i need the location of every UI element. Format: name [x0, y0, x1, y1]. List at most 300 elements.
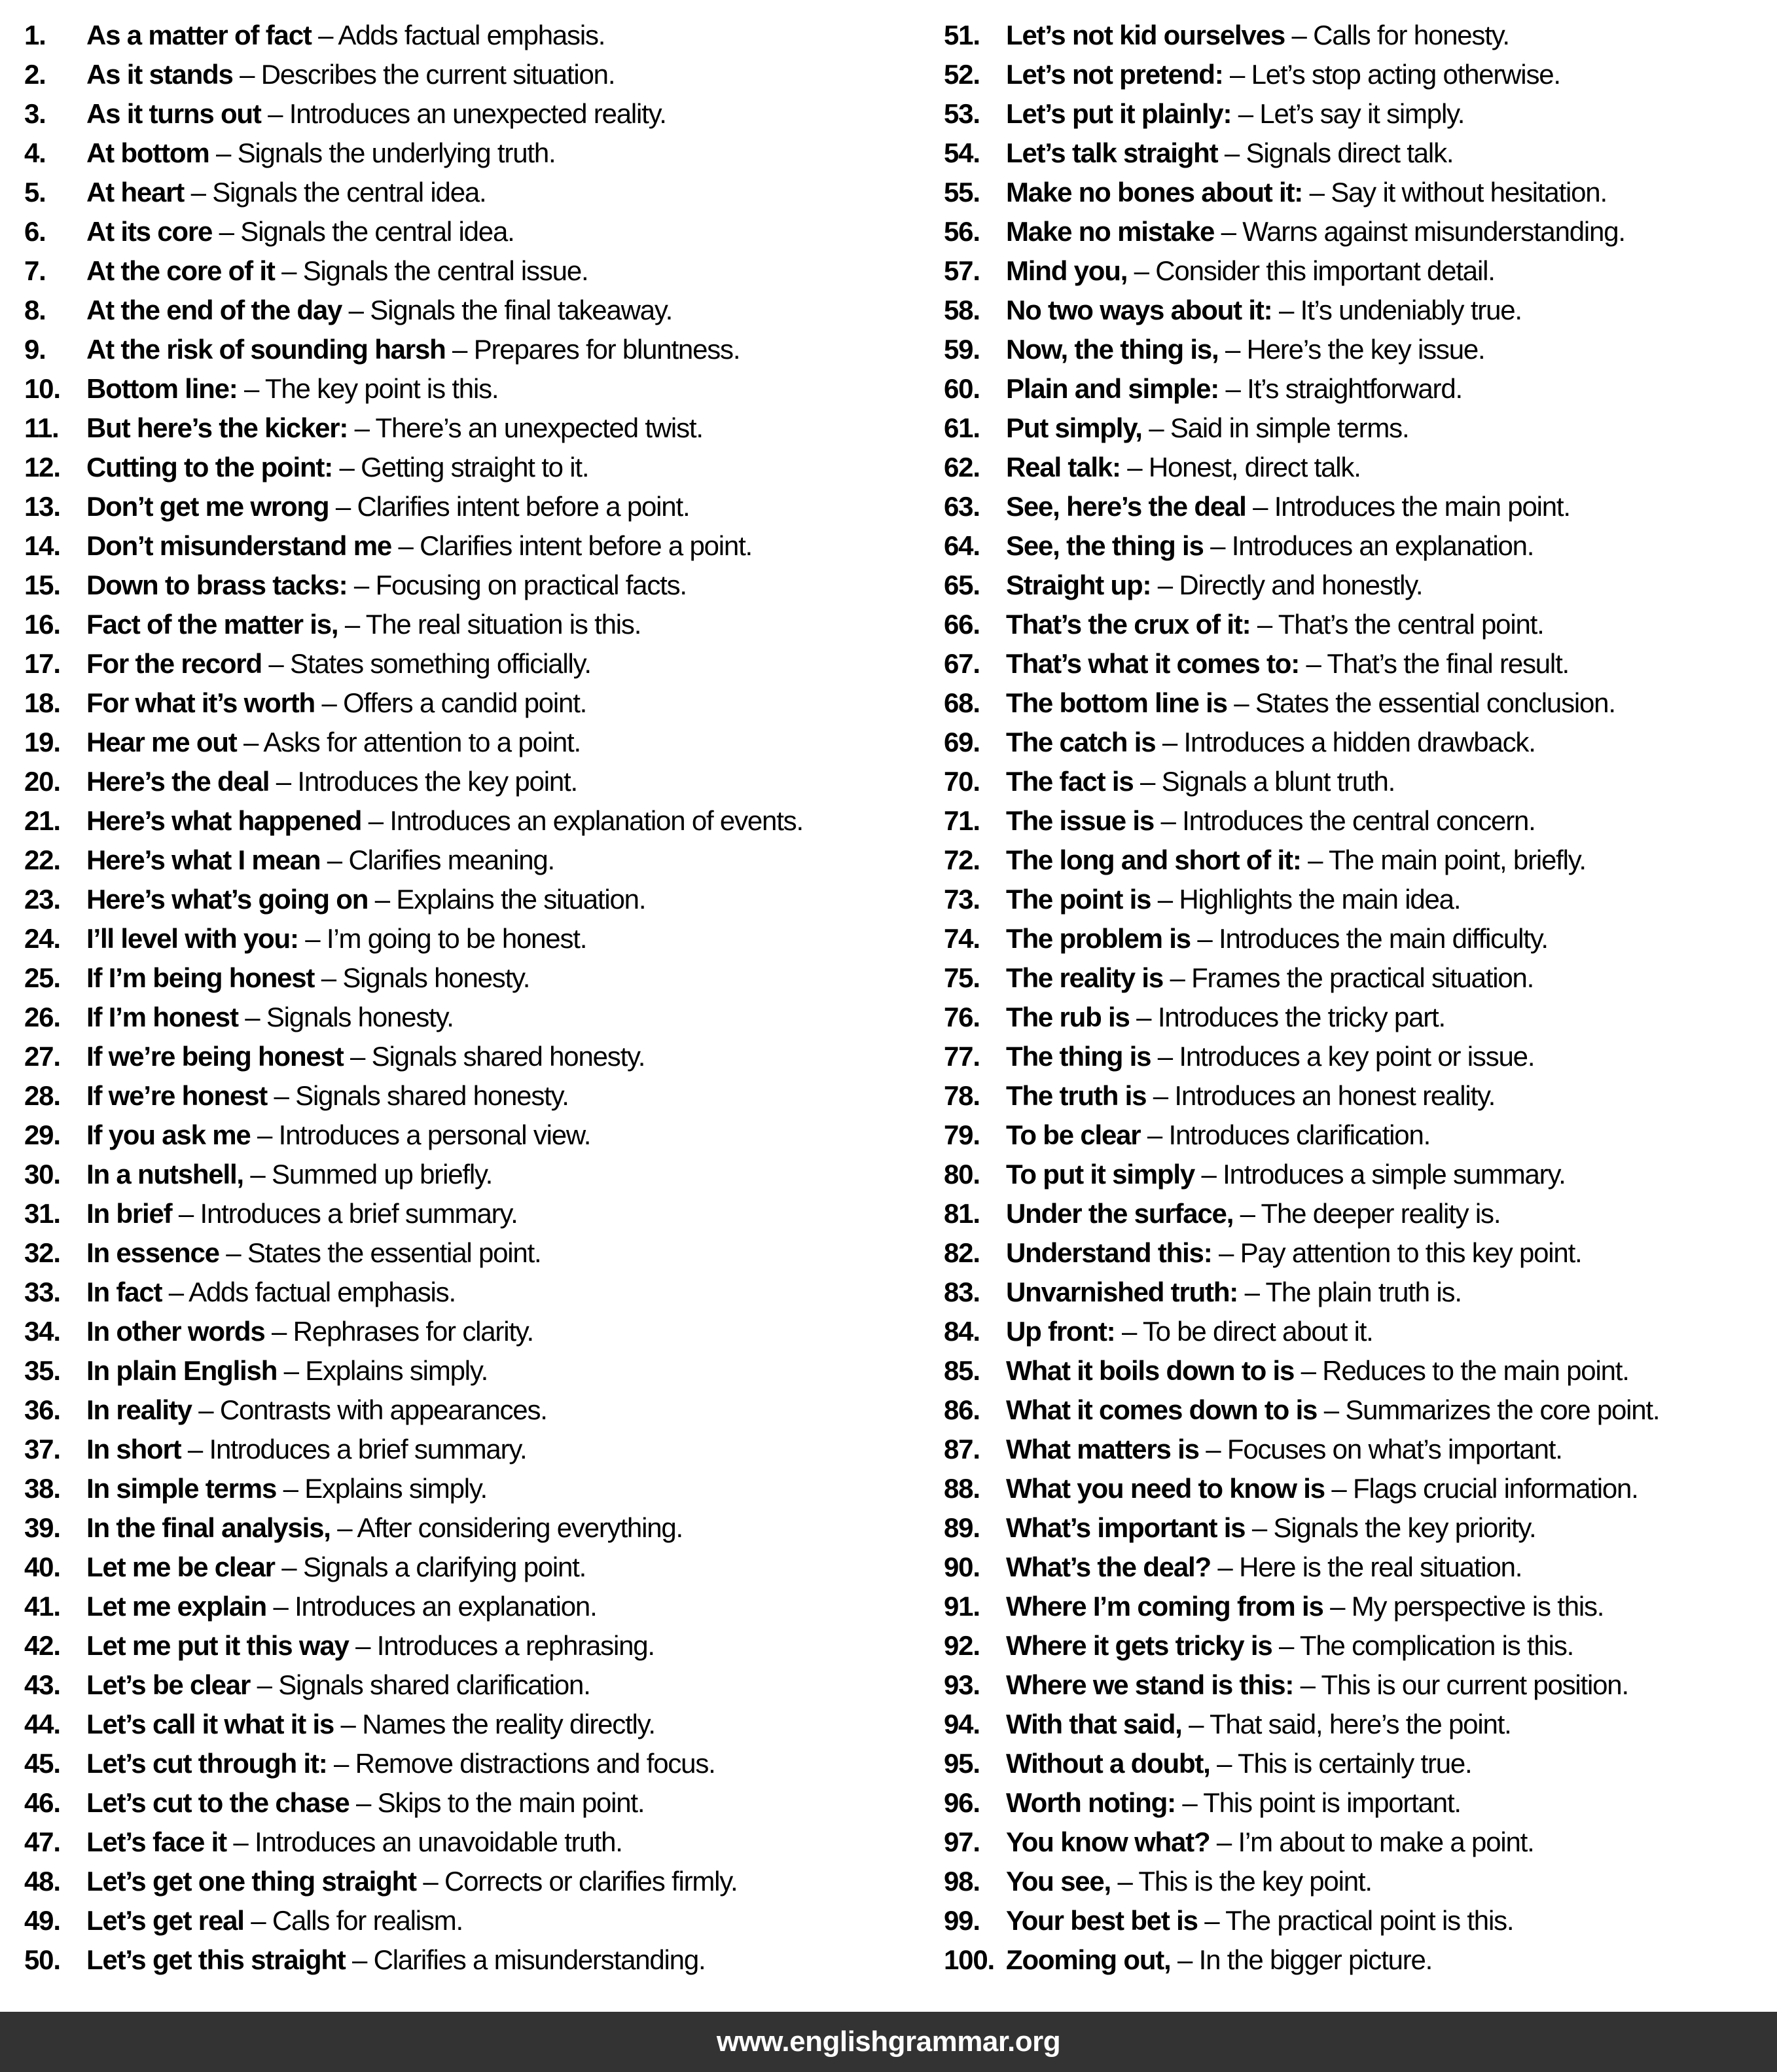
item-phrase: The rub is	[1006, 1002, 1130, 1032]
list-item	[24, 134, 914, 173]
item-definition: Reduces to the main point.	[1322, 1355, 1629, 1386]
list-item	[24, 1626, 914, 1665]
item-phrase: What matters is	[1006, 1434, 1199, 1464]
list-item	[944, 723, 1775, 762]
list-item	[24, 1705, 914, 1744]
item-number: 73.	[944, 884, 980, 915]
list-item	[24, 1076, 914, 1116]
item-separator: –	[274, 1552, 303, 1582]
item-separator: –	[361, 805, 390, 836]
item-separator: –	[264, 1316, 293, 1347]
item-definition: There’s an unexpected twist.	[375, 412, 703, 443]
list-item	[944, 1037, 1775, 1076]
item-phrase: At its core	[86, 216, 213, 247]
item-definition: Introduces a brief summary.	[200, 1198, 518, 1229]
item-number: 43.	[24, 1669, 60, 1700]
item-phrase: If we’re being honest	[86, 1041, 344, 1072]
item-separator: –	[260, 98, 289, 129]
item-phrase: Straight up:	[1006, 570, 1151, 600]
item-separator: –	[1162, 962, 1192, 993]
item-phrase: Zooming out,	[1006, 1944, 1171, 1975]
item-number: 59.	[944, 334, 980, 365]
item-text	[86, 134, 555, 173]
list-item	[944, 1705, 1775, 1744]
item-separator: –	[1301, 845, 1329, 875]
item-phrase: Let’s be clear	[86, 1669, 251, 1700]
list-item	[944, 369, 1775, 409]
item-phrase: In reality	[86, 1394, 192, 1425]
item-number: 74.	[944, 923, 980, 954]
list-item	[24, 369, 914, 409]
item-text	[86, 1194, 518, 1233]
item-phrase: At heart	[86, 177, 185, 208]
item-definition: Here’s the key issue.	[1246, 334, 1485, 365]
item-separator: –	[1272, 1630, 1300, 1661]
item-text	[86, 212, 514, 251]
item-separator: –	[332, 452, 361, 482]
item-number: 21.	[24, 805, 60, 836]
item-phrase: That’s what it comes to:	[1006, 648, 1300, 679]
item-definition: Explains simply.	[304, 1473, 488, 1504]
item-phrase: No two ways about it:	[1006, 295, 1272, 325]
item-phrase: To put it simply	[1006, 1159, 1195, 1190]
item-phrase: You see,	[1006, 1866, 1111, 1897]
list-item	[944, 1744, 1775, 1783]
item-text	[1006, 134, 1453, 173]
item-number: 94.	[944, 1709, 980, 1739]
item-text	[86, 801, 803, 841]
item-text	[1006, 1548, 1522, 1587]
item-number: 88.	[944, 1473, 980, 1504]
item-text	[1006, 1783, 1461, 1823]
item-phrase: Where I’m coming from is	[1006, 1591, 1323, 1622]
item-definition: Prepares for bluntness.	[473, 334, 740, 365]
item-text	[1006, 487, 1570, 526]
item-separator: –	[1120, 452, 1149, 482]
item-definition: Introduces a simple summary.	[1223, 1159, 1566, 1190]
item-definition: Names the reality directly.	[362, 1709, 655, 1739]
item-phrase: At the risk of sounding harsh	[86, 334, 446, 365]
item-text	[86, 526, 752, 566]
item-text	[86, 723, 581, 762]
item-text	[1006, 762, 1395, 801]
list-item	[944, 55, 1775, 94]
item-phrase: As it stands	[86, 59, 233, 90]
item-phrase: Bottom line:	[86, 373, 238, 404]
item-separator: –	[1246, 491, 1274, 522]
item-number: 78.	[944, 1080, 980, 1111]
item-definition: Introduces the central concern.	[1182, 805, 1535, 836]
item-text	[1006, 958, 1534, 998]
item-definition: Adds factual emphasis.	[188, 1277, 456, 1307]
list-item	[24, 723, 914, 762]
item-separator: –	[343, 1041, 372, 1072]
item-text	[1006, 1390, 1659, 1430]
list-item	[24, 1940, 914, 1980]
list-item	[944, 291, 1775, 330]
item-number: 29.	[24, 1119, 60, 1150]
item-separator: –	[445, 334, 474, 365]
item-number: 6.	[24, 216, 46, 247]
list-item	[944, 330, 1775, 369]
item-definition: Calls for honesty.	[1313, 20, 1509, 50]
item-definition: The real situation is this.	[365, 609, 641, 640]
item-definition: Signals honesty.	[266, 1002, 454, 1032]
item-phrase: But here’s the kicker:	[86, 412, 348, 443]
item-number: 90.	[944, 1552, 980, 1582]
list-item	[944, 1273, 1775, 1312]
item-definition: Highlights the main idea.	[1179, 884, 1461, 915]
item-phrase: In brief	[86, 1198, 172, 1229]
item-number: 39.	[24, 1512, 60, 1543]
list-item	[24, 1390, 914, 1430]
item-text	[86, 1273, 456, 1312]
item-text	[86, 762, 577, 801]
item-number: 49.	[24, 1905, 60, 1936]
list-item	[944, 1783, 1775, 1823]
item-definition: Introduces clarification.	[1168, 1119, 1431, 1150]
item-definition: Let’s stop acting otherwise.	[1251, 59, 1560, 90]
item-separator: –	[1317, 1394, 1346, 1425]
item-number: 3.	[24, 98, 46, 129]
item-text	[86, 605, 641, 644]
list-item	[24, 1744, 914, 1783]
list-item	[944, 1116, 1775, 1155]
list-item	[24, 487, 914, 526]
list-item	[24, 1665, 914, 1705]
item-number: 2.	[24, 59, 46, 90]
list-item	[24, 683, 914, 723]
item-definition: Introduces the main point.	[1274, 491, 1570, 522]
item-text	[86, 409, 703, 448]
item-phrase: Let’s cut to the chase	[86, 1787, 350, 1818]
item-separator: –	[1250, 609, 1278, 640]
list-item	[944, 605, 1775, 644]
item-number: 79.	[944, 1119, 980, 1150]
item-phrase: In the final analysis,	[86, 1512, 331, 1543]
item-phrase: Let’s cut through it:	[86, 1748, 327, 1779]
item-number: 17.	[24, 648, 60, 679]
list-item	[24, 1548, 914, 1587]
item-definition: It’s straightforward.	[1247, 373, 1462, 404]
item-number: 63.	[944, 491, 980, 522]
item-separator: –	[298, 923, 327, 954]
item-number: 52.	[944, 59, 980, 90]
item-number: 26.	[24, 1002, 60, 1032]
item-text	[1006, 1430, 1562, 1469]
item-phrase: The catch is	[1006, 727, 1156, 757]
item-text	[86, 487, 689, 526]
item-number: 96.	[944, 1787, 980, 1818]
list-item	[24, 919, 914, 958]
item-text	[1006, 1862, 1372, 1901]
list-item	[24, 1037, 914, 1076]
item-separator: –	[1151, 570, 1179, 600]
item-text	[1006, 94, 1464, 134]
item-definition: This point is important.	[1203, 1787, 1461, 1818]
item-phrase: Let’s get this straight	[86, 1944, 346, 1975]
item-separator: –	[1219, 373, 1247, 404]
item-text	[1006, 1116, 1430, 1155]
item-separator: –	[1272, 295, 1301, 325]
item-number: 99.	[944, 1905, 980, 1936]
item-separator: –	[250, 1669, 279, 1700]
item-phrase: To be clear	[1006, 1119, 1141, 1150]
item-definition: The complication is this.	[1299, 1630, 1574, 1661]
item-phrase: As it turns out	[86, 98, 261, 129]
list-item	[24, 1587, 914, 1626]
item-definition: Signals honesty.	[342, 962, 530, 993]
list-item	[24, 212, 914, 251]
item-number: 31.	[24, 1198, 60, 1229]
item-text	[86, 919, 586, 958]
item-text	[1006, 251, 1495, 291]
item-text	[1006, 291, 1522, 330]
item-definition: Signals the central idea.	[212, 177, 486, 208]
item-text	[86, 1940, 705, 1980]
item-definition: This is the key point.	[1138, 1866, 1372, 1897]
item-separator: –	[171, 1198, 200, 1229]
item-definition: Summed up briefly.	[272, 1159, 493, 1190]
item-definition: Introduces a hidden drawback.	[1183, 727, 1535, 757]
item-text	[86, 1744, 715, 1783]
item-separator: –	[1212, 1237, 1240, 1268]
list-item	[24, 1508, 914, 1548]
item-number: 9.	[24, 334, 46, 365]
item-text	[1006, 1626, 1573, 1665]
item-text	[86, 330, 740, 369]
item-phrase: In fact	[86, 1277, 162, 1307]
item-phrase: The truth is	[1006, 1080, 1147, 1111]
list-item	[24, 958, 914, 998]
item-text	[86, 1626, 655, 1665]
item-phrase: Now, the thing is,	[1006, 334, 1219, 365]
item-separator: –	[1133, 766, 1162, 797]
item-text	[86, 1548, 586, 1587]
item-number: 34.	[24, 1316, 60, 1347]
item-text	[1006, 1233, 1582, 1273]
item-separator: –	[1245, 1512, 1274, 1543]
item-definition: Getting straight to it.	[361, 452, 589, 482]
item-number: 56.	[944, 216, 980, 247]
item-text	[86, 1390, 547, 1430]
list-item	[944, 1626, 1775, 1665]
item-text	[86, 958, 530, 998]
item-number: 55.	[944, 177, 980, 208]
item-text	[86, 1665, 590, 1705]
item-definition: Signals the key priority.	[1273, 1512, 1536, 1543]
list-item	[944, 1351, 1775, 1390]
list-item	[944, 1430, 1775, 1469]
item-separator: –	[1151, 1041, 1179, 1072]
item-number: 19.	[24, 727, 60, 757]
item-text	[86, 1901, 463, 1940]
item-separator: –	[338, 609, 366, 640]
item-text	[1006, 644, 1569, 683]
item-text	[86, 1705, 655, 1744]
item-definition: Signals direct talk.	[1246, 137, 1454, 168]
item-text	[86, 683, 586, 723]
item-text	[1006, 1823, 1534, 1862]
item-phrase: At the core of it	[86, 255, 275, 286]
item-phrase: In other words	[86, 1316, 265, 1347]
item-phrase: What it boils down to is	[1006, 1355, 1295, 1386]
item-text	[1006, 998, 1445, 1037]
item-definition: Explains the situation.	[396, 884, 646, 915]
item-number: 7.	[24, 255, 46, 286]
list-item	[944, 1076, 1775, 1116]
item-definition: My perspective is this.	[1351, 1591, 1604, 1622]
item-phrase: I’ll level with you:	[86, 923, 298, 954]
item-phrase: Under the surface,	[1006, 1198, 1234, 1229]
item-definition: Introduces the main difficulty.	[1219, 923, 1548, 954]
item-number: 95.	[944, 1748, 980, 1779]
list-item	[944, 173, 1775, 212]
item-separator: –	[237, 373, 265, 404]
list-item	[24, 526, 914, 566]
item-definition: Summarizes the core point.	[1345, 1394, 1660, 1425]
item-separator: –	[1294, 1355, 1323, 1386]
item-text	[1006, 1273, 1462, 1312]
item-number: 61.	[944, 412, 980, 443]
item-separator: –	[1323, 1591, 1352, 1622]
item-separator: –	[1284, 20, 1314, 50]
item-number: 85.	[944, 1355, 980, 1386]
item-number: 51.	[944, 20, 980, 50]
item-text	[1006, 409, 1409, 448]
item-number: 46.	[24, 1787, 60, 1818]
item-definition: Frames the practical situation.	[1191, 962, 1534, 993]
item-phrase: Put simply,	[1006, 412, 1142, 443]
list-item	[944, 448, 1775, 487]
item-definition: Warns against misunderstanding.	[1242, 216, 1625, 247]
item-text	[1006, 1940, 1432, 1980]
list-item	[944, 998, 1775, 1037]
item-number: 93.	[944, 1669, 980, 1700]
item-definition: Introduces the tricky part.	[1157, 1002, 1445, 1032]
item-text	[1006, 212, 1625, 251]
item-phrase: Let’s put it plainly:	[1006, 98, 1232, 129]
item-number: 42.	[24, 1630, 60, 1661]
item-number: 83.	[944, 1277, 980, 1307]
item-separator: –	[1140, 1119, 1169, 1150]
list-item	[944, 212, 1775, 251]
item-number: 50.	[24, 1944, 60, 1975]
item-text	[86, 566, 687, 605]
item-definition: Focuses on what’s important.	[1227, 1434, 1562, 1464]
list-item	[24, 841, 914, 880]
item-number: 53.	[944, 98, 980, 129]
list-item	[24, 605, 914, 644]
item-text	[1006, 1705, 1511, 1744]
item-definition: The deeper reality is.	[1261, 1198, 1501, 1229]
item-separator: –	[334, 1709, 363, 1739]
item-definition: Introduces an honest reality.	[1174, 1080, 1496, 1111]
item-phrase: The problem is	[1006, 923, 1191, 954]
item-separator: –	[1293, 1669, 1321, 1700]
item-separator: –	[314, 687, 344, 718]
item-number: 18.	[24, 687, 60, 718]
item-number: 28.	[24, 1080, 60, 1111]
item-phrase: Your best bet is	[1006, 1905, 1198, 1936]
item-text	[86, 291, 672, 330]
item-number: 23.	[24, 884, 60, 915]
website-url: www.englishgrammar.org	[716, 2026, 1061, 2058]
item-number: 37.	[24, 1434, 60, 1464]
item-number: 71.	[944, 805, 980, 836]
list-item	[944, 134, 1775, 173]
item-separator: –	[269, 766, 298, 797]
item-text	[1006, 330, 1484, 369]
item-definition: Signals the underlying truth.	[237, 137, 556, 168]
item-number: 86.	[944, 1394, 980, 1425]
item-definition: Adds factual emphasis.	[338, 20, 605, 50]
item-separator: –	[276, 1473, 305, 1504]
list-item	[24, 1194, 914, 1233]
item-separator: –	[1129, 1002, 1158, 1032]
item-text	[1006, 16, 1509, 55]
item-text	[86, 173, 486, 212]
item-phrase: Real talk:	[1006, 452, 1121, 482]
item-phrase: What it comes down to is	[1006, 1394, 1318, 1425]
list-item	[944, 1194, 1775, 1233]
item-phrase: In a nutshell,	[86, 1159, 243, 1190]
item-definition: States the essential conclusion.	[1255, 687, 1615, 718]
list-item	[24, 55, 914, 94]
item-definition: Remove distractions and focus.	[355, 1748, 715, 1779]
item-separator: –	[236, 727, 264, 757]
item-definition: Introduces an explanation of events.	[389, 805, 803, 836]
list-item	[24, 1273, 914, 1312]
item-text	[86, 1312, 533, 1351]
item-separator: –	[391, 530, 420, 561]
item-number: 54.	[944, 137, 980, 168]
item-text	[1006, 801, 1535, 841]
item-definition: Introduces a rephrasing.	[376, 1630, 655, 1661]
item-separator: –	[329, 491, 357, 522]
item-phrase: With that said,	[1006, 1709, 1182, 1739]
list-item	[24, 566, 914, 605]
item-text	[1006, 605, 1544, 644]
item-definition: Introduces a personal view.	[278, 1119, 591, 1150]
item-text	[1006, 55, 1560, 94]
item-number: 66.	[944, 609, 980, 640]
list-item	[944, 251, 1775, 291]
item-number: 65.	[944, 570, 980, 600]
item-separator: –	[1231, 98, 1260, 129]
item-text	[1006, 880, 1460, 919]
item-text	[86, 1037, 645, 1076]
item-phrase: Let’s not pretend:	[1006, 59, 1223, 90]
item-text	[1006, 1587, 1604, 1626]
list-item	[944, 1862, 1775, 1901]
item-definition: Flags crucial information.	[1353, 1473, 1638, 1504]
item-separator: –	[1214, 216, 1243, 247]
item-text	[86, 1587, 597, 1626]
item-phrase: The long and short of it:	[1006, 845, 1301, 875]
item-phrase: The bottom line is	[1006, 687, 1227, 718]
item-phrase: At the end of the day	[86, 295, 342, 325]
item-phrase: For the record	[86, 648, 262, 679]
item-text	[1006, 1037, 1534, 1076]
item-number: 32.	[24, 1237, 60, 1268]
item-definition: Skips to the main point.	[377, 1787, 645, 1818]
list-item	[24, 880, 914, 919]
item-text	[1006, 841, 1586, 880]
item-number: 72.	[944, 845, 980, 875]
list-item	[944, 958, 1775, 998]
item-definition: The main point, briefly.	[1328, 845, 1586, 875]
